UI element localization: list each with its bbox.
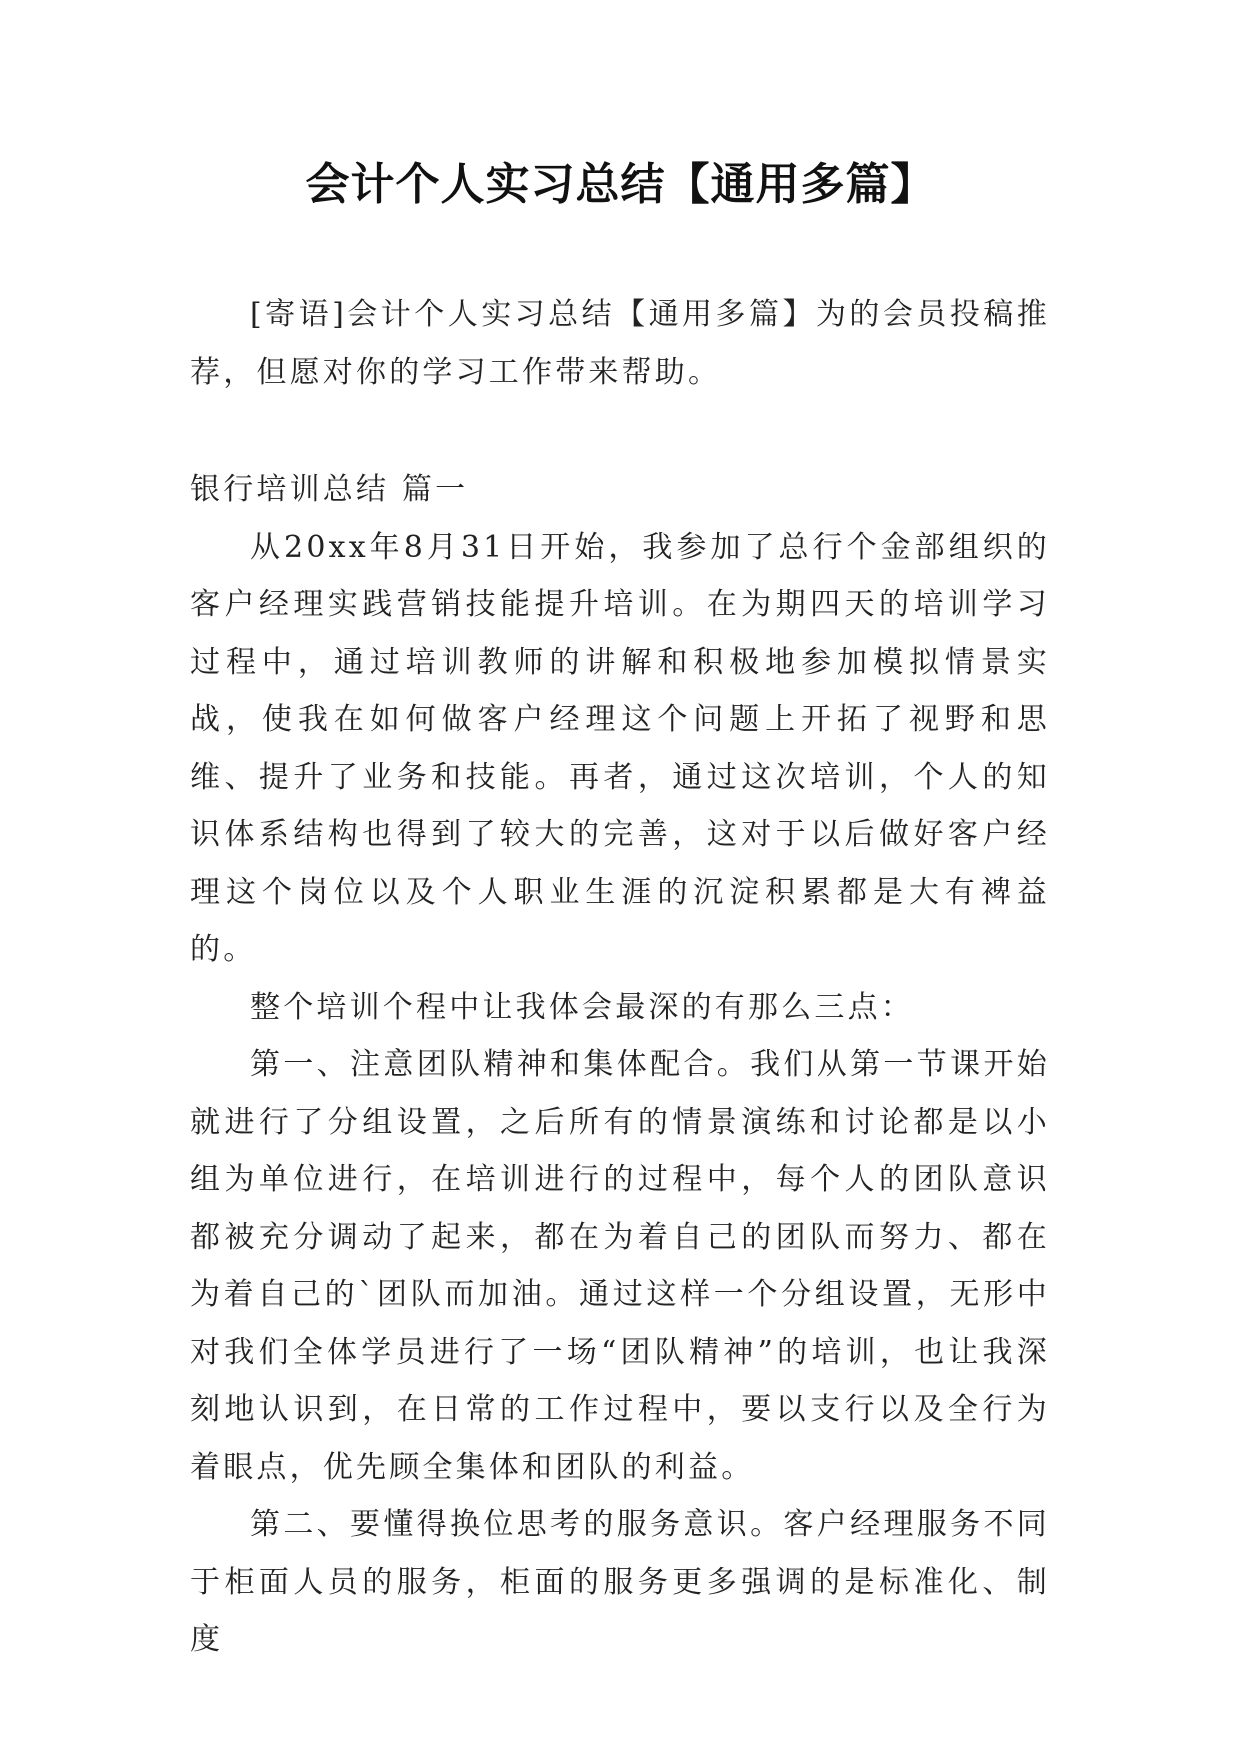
main-content — [190, 461, 1050, 1669]
paragraph-3: 第一、注意团队精神和集体配合。我们从第一节课开始就进行了分组设置，之后所有的情景演练和讨论都是以小组为单位进行，在培训进行的过程中，每个人的团队意识都被充分调动了起来，都在为着自己的团队而努力、都在为着自己的`团队而加油。通过这样一个分组设置，无形中对我们全体学员进行了一场“团队精神”的培训，也让我深刻地认识到，在日常的工作过程中，要以支行以及全行为着眼点，优先顾全集体和团队的利益。 — [190, 1047, 1050, 1485]
section-heading: 银行培训总结 篇一 — [190, 472, 469, 507]
intro-block — [190, 286, 1050, 401]
document-title: 会计个人实习总结【通用多篇】 — [305, 159, 936, 210]
paragraph-1: 从20xx年8月31日开始，我参加了总行个金部组织的客户经理实践营销技能提升培训。在为期四天的培训学习过程中，通过培训教师的讲解和积极地参加模拟情景实战，使我在如何做客户经理这个问题上开拓了视野和思维、提升了业务和技能。再者，通过这次培训，个人的知识体系结构也得到了较大的完善，这对于以后做好客户经理这个岗位以及个人职业生涯的沉淀积累都是大有裨益的。 — [190, 529, 1050, 967]
intro-paragraph: [寄语]会计个人实习总结【通用多篇】为的会员投稿推荐，但愿对你的学习工作带来帮助。 — [190, 297, 1050, 390]
paragraph-4: 第二、要懂得换位思考的服务意识。客户经理服务不同于柜面人员的服务，柜面的服务更多强调的是标准化、制度 — [190, 1507, 1050, 1657]
paragraph-2: 整个培训个程中让我体会最深的有那么三点： — [250, 989, 914, 1025]
